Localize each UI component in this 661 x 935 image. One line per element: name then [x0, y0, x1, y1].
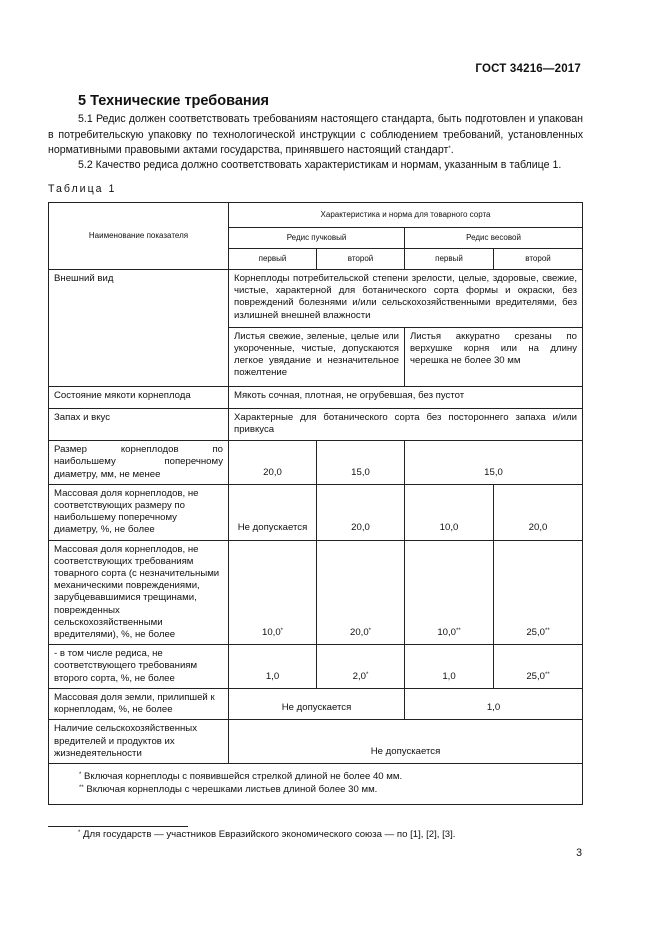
- standard-number: ГОСТ 34216—2017: [475, 63, 581, 75]
- mass-grade-bunch-first-value: 10,0: [261, 627, 281, 639]
- table-notes: [49, 763, 583, 804]
- row-mass-grade-name: Массовая доля корнеплодов, не соответствующих требованиям товарного сорта (с незначительными механическими повреждениями, зарубцевавшимися трещинами, поврежденных сельскохозяйственными вредителями), %, не более: [49, 540, 229, 645]
- table-row: [49, 408, 583, 440]
- second-grade-weight-first: 1,0: [405, 645, 494, 689]
- paragraph-5-1-end: .: [450, 144, 454, 156]
- footnote-ref: *: [448, 146, 451, 152]
- appearance-bunch: Листья свежие, зеленые, целые или укороченные, чистые, допускаются легкое увядание и незначительное пожелтение: [229, 327, 405, 386]
- row-pests-name: Наличие сельскохозяйственных вредителей и продуктов их жизнедеятельности: [49, 720, 229, 764]
- row-soil-name: Массовая доля земли, прилипшей к корнеплодам, %, не более: [49, 688, 229, 719]
- soil-weight: 1,0: [405, 688, 583, 719]
- table-row: [49, 441, 583, 485]
- header-second-grade: второй: [494, 249, 583, 270]
- table-row: [49, 540, 583, 645]
- header-first-grade: первый: [229, 249, 317, 270]
- footnote-divider: [48, 826, 188, 827]
- footnote-text: Для государств — участников Евразийского экономического союза — по [1], [2], [3].: [83, 829, 456, 840]
- mass-grade-bunch-second: [317, 540, 405, 645]
- mass-grade-bunch-second-value: 20,0: [349, 627, 369, 639]
- note-ref: **: [456, 628, 461, 635]
- size-bunch-second: 15,0: [317, 441, 405, 485]
- requirements-table: [48, 202, 583, 805]
- table-row: [49, 386, 583, 408]
- table-row: [49, 645, 583, 689]
- soil-bunch: Не допускается: [229, 688, 405, 719]
- smell-value: Характерные для ботанического сорта без постороннего запаха и/или привкуса: [229, 408, 583, 440]
- note-mark: *: [79, 771, 82, 778]
- note-ref: **: [545, 628, 550, 635]
- size-weight: 15,0: [405, 441, 583, 485]
- table-note: [79, 783, 577, 796]
- paragraph-5-2-text: 5.2 Качество редиса должно соответствовать характеристикам и нормам, указанным в таблице 1.: [78, 159, 562, 171]
- appearance-common: Корнеплоды потребительской степени зрелости, целые, здоровые, свежие, чистые, характерной для ботанического сорта формы и окраски, без повреждений болезнями и/или сельскохозяйственными вредителями, без излишней внешней влажности: [229, 270, 583, 328]
- header-second-grade: второй: [317, 249, 405, 270]
- paragraph-5-1: [48, 112, 583, 159]
- row-mass-size-name: Массовая доля корнеплодов, не соответствующих размеру по наибольшему поперечному диаметру, %, не более: [49, 484, 229, 540]
- mass-size-weight-second: 20,0: [494, 484, 583, 540]
- second-grade-weight-second-value: 25,0: [526, 670, 546, 682]
- mass-grade-weight-first: [405, 540, 494, 645]
- page-number: 3: [576, 847, 582, 859]
- note-ref: *: [368, 628, 372, 635]
- second-grade-bunch-first: 1,0: [229, 645, 317, 689]
- note-ref: *: [280, 628, 284, 635]
- size-bunch-first: 20,0: [229, 441, 317, 485]
- header-bunch-radish: Редис пучковый: [229, 228, 405, 249]
- footnote: [78, 829, 455, 840]
- note-text: Включая корнеплоды с черешками листьев длиной более 30 мм.: [86, 783, 378, 795]
- section-title: 5 Технические требования: [78, 93, 270, 109]
- second-grade-weight-second: [494, 645, 583, 689]
- note-text: Включая корнеплоды с появившейся стрелкой длиной не более 40 мм.: [84, 770, 403, 782]
- paragraph-5-1-text: 5.1 Редис должен соответствовать требованиям настоящего стандарта, быть подготовлен и упакован в потребительскую упаковку по технологической инструкции с соблюдением требований, установленных нормативными правовыми актами государства, принявшего настоящий стандарт: [48, 113, 583, 156]
- mass-grade-bunch-first: [229, 540, 317, 645]
- note-ref: *: [366, 671, 369, 678]
- note-mark: **: [79, 784, 84, 791]
- mass-grade-weight-second-value: 25,0: [526, 627, 546, 639]
- row-appearance-name: Внешний вид: [49, 270, 229, 387]
- second-grade-bunch-second: [317, 645, 405, 689]
- mass-size-bunch-second: 20,0: [317, 484, 405, 540]
- row-size-name: Размер корнеплодов по наибольшему поперечному диаметру, мм, не менее: [49, 441, 229, 485]
- pests-value: Не допускается: [229, 720, 583, 764]
- table-row: [49, 484, 583, 540]
- header-first-grade: первый: [405, 249, 494, 270]
- mass-size-weight-first: 10,0: [405, 484, 494, 540]
- row-smell-name: Запах и вкус: [49, 408, 229, 440]
- table-notes-row: [49, 763, 583, 804]
- appearance-weight: Листья аккуратно срезаны по верхушке корня или на длину черешка не более 30 мм: [405, 327, 583, 386]
- row-second-grade-name: - в том числе редиса, не соответствующего требованиям второго сорта, %, не более: [49, 645, 229, 689]
- mass-grade-weight-first-value: 10,0: [437, 627, 456, 639]
- table-row: [49, 270, 583, 328]
- paragraph-5-2: [48, 158, 583, 174]
- footnote-mark: *: [78, 830, 81, 836]
- table-note: [79, 770, 577, 783]
- table-caption: Таблица 1: [48, 183, 117, 195]
- header-weight-radish: Редис весовой: [405, 228, 583, 249]
- note-ref: **: [545, 671, 550, 678]
- second-grade-bunch-second-value: 2,0: [352, 670, 366, 682]
- table-row: [49, 688, 583, 719]
- mass-grade-weight-second: [494, 540, 583, 645]
- table-header-row: [49, 203, 583, 228]
- row-pulp-name: Состояние мякоти корнеплода: [49, 386, 229, 408]
- header-indicator: Наименование показателя: [49, 203, 229, 270]
- pulp-value: Мякоть сочная, плотная, не огрубевшая, без пустот: [229, 386, 583, 408]
- header-characteristic: Характеристика и норма для товарного сорта: [229, 203, 583, 228]
- table-row: [49, 720, 583, 764]
- mass-size-bunch-first: Не допускается: [229, 484, 317, 540]
